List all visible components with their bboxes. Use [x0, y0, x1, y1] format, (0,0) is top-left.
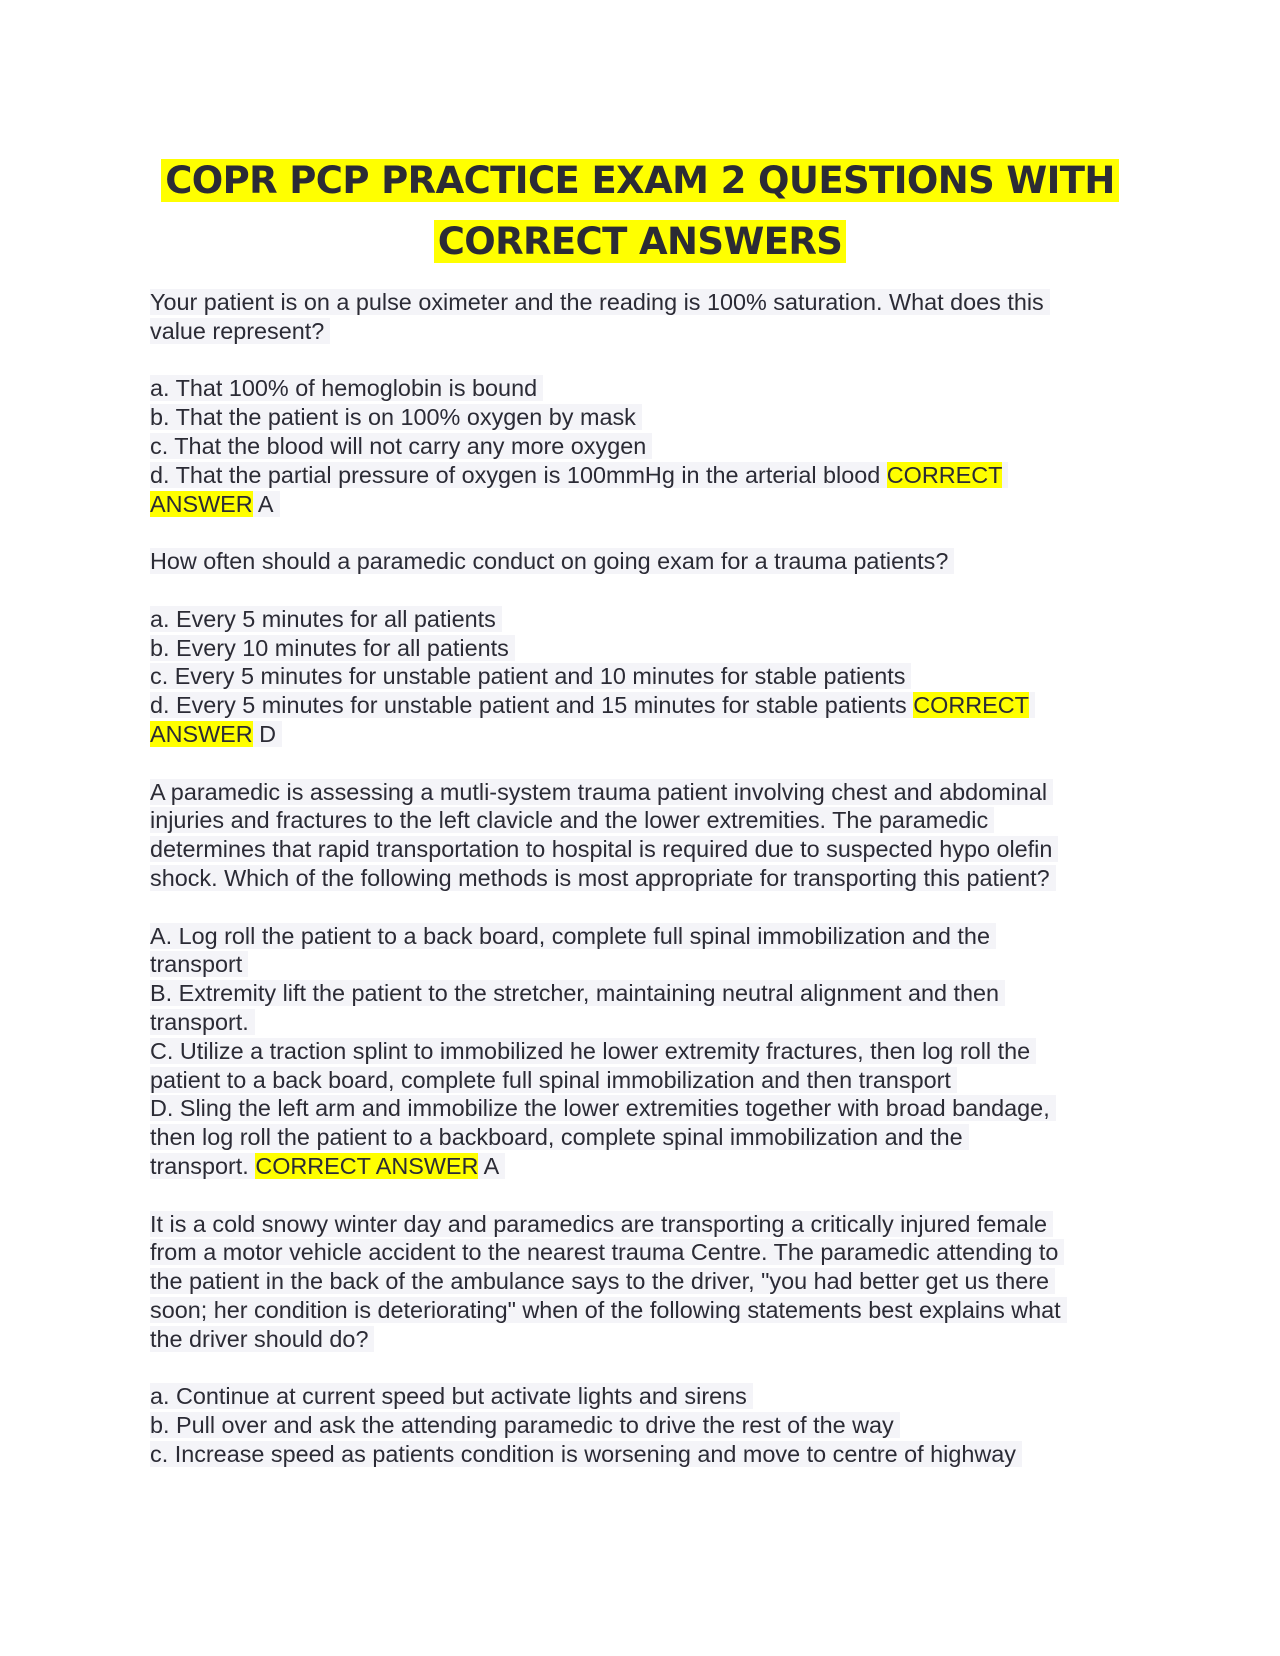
- answer-letter: A: [483, 1152, 500, 1179]
- question-3-stem: shock. Which of the following methods is most appropriate for transporting this patient?: [150, 865, 1056, 891]
- option-b: b. Every 10 minutes for all patients: [150, 635, 515, 661]
- option-a: a. Every 5 minutes for all patients: [150, 606, 502, 632]
- option-c: c. That the blood will not carry any more oxygen: [150, 433, 652, 459]
- document-title: [120, 150, 1160, 272]
- correct-answer-label: CORRECT ANSWER: [255, 1152, 479, 1179]
- option-b: b. Pull over and ask the attending paramedic to drive the rest of the way: [150, 1412, 900, 1438]
- question-1: [150, 288, 1140, 518]
- option-c: c. Every 5 minutes for unstable patient and 10 minutes for stable patients: [150, 663, 911, 689]
- question-2-stem: How often should a paramedic conduct on going exam for a trauma patients?: [150, 548, 954, 574]
- title-line-1: COPR PCP PRACTICE EXAM 2 QUESTIONS WITH: [161, 159, 1119, 202]
- question-4-stem: the driver should do?: [150, 1326, 374, 1352]
- title-line-2: CORRECT ANSWERS: [434, 220, 847, 263]
- option-a: a. That 100% of hemoglobin is bound: [150, 375, 543, 401]
- option-d: D. Sling the left arm and immobilize the lower extremities together with broad bandage,: [150, 1095, 1056, 1121]
- correct-answer: ANSWER A: [150, 491, 280, 517]
- question-4-stem: from a motor vehicle accident to the nearest trauma Centre. The paramedic attending to: [150, 1239, 1064, 1265]
- option-a: transport: [150, 951, 248, 977]
- option-b: b. That the patient is on 100% oxygen by mask: [150, 404, 642, 430]
- document-body: [150, 288, 1140, 1469]
- question-4: [150, 1210, 1140, 1469]
- question-4-stem: soon; her condition is deteriorating" when of the following statements best explains what: [150, 1297, 1067, 1323]
- option-c: patient to a back board, complete full spinal immobilization and then transport: [150, 1067, 957, 1093]
- option-d: then log roll the patient to a backboard, complete spinal immobilization and the: [150, 1124, 969, 1150]
- option-b: transport.: [150, 1009, 255, 1035]
- option-a: a. Continue at current speed but activate lights and sirens: [150, 1383, 753, 1409]
- answer-letter: A: [257, 490, 274, 517]
- answer-letter: D: [259, 720, 277, 747]
- question-1-stem: value represent?: [150, 318, 330, 344]
- option-d: d. That the partial pressure of oxygen is 100mmHg in the arterial blood CORRECT: [150, 462, 1008, 488]
- question-3-stem: injuries and fractures to the left clavicle and the lower extremities. The paramedic: [150, 807, 994, 833]
- question-4-stem: It is a cold snowy winter day and paramedics are transporting a critically injured female: [150, 1211, 1053, 1237]
- option-c: C. Utilize a traction splint to immobilized he lower extremity fractures, then log roll the: [150, 1038, 1036, 1064]
- question-2: [150, 547, 1140, 749]
- correct-answer: ANSWER D: [150, 721, 282, 747]
- correct-answer-label: CORRECT: [886, 461, 1003, 488]
- question-3: [150, 778, 1140, 1181]
- question-3-stem: A paramedic is assessing a mutli-system trauma patient involving chest and abdominal: [150, 779, 1053, 805]
- option-d: d. Every 5 minutes for unstable patient and 15 minutes for stable patients CORRECT: [150, 692, 1035, 718]
- correct-answer: transport. CORRECT ANSWER A: [150, 1153, 505, 1179]
- question-3-stem: determines that rapid transportation to hospital is required due to suspected hypo olefin: [150, 836, 1058, 862]
- option-c: c. Increase speed as patients condition is worsening and move to centre of highway: [150, 1441, 1022, 1467]
- question-1-stem: Your patient is on a pulse oximeter and the reading is 100% saturation. What does this: [150, 289, 1050, 315]
- correct-answer-label: CORRECT: [913, 692, 1029, 719]
- question-4-stem: the patient in the back of the ambulance says to the driver, "you had better get us there: [150, 1268, 1055, 1294]
- option-b: B. Extremity lift the patient to the stretcher, maintaining neutral alignment and then: [150, 980, 1005, 1006]
- option-a: A. Log roll the patient to a back board, complete full spinal immobilization and the: [150, 923, 996, 949]
